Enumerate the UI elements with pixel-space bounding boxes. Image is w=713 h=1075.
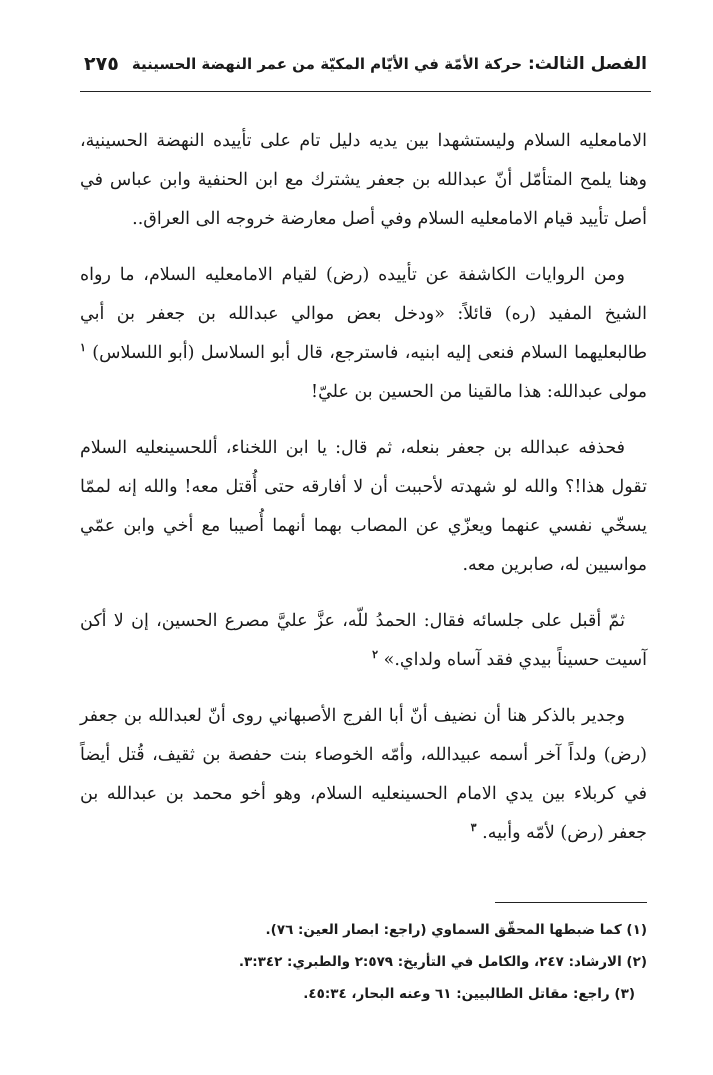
footnotes bbox=[80, 914, 647, 1010]
paragraph-text: فحذفه عبدالله بن جعفر بنعله، ثم قال: يا ابن اللخناء، أللحسينعليه السلام تقول هذا!؟ والله لو شهدته لأحببت أن لا أفارقه حتى أُقتل معه! والله إنه لممّا يسخّي نفسي عنهما ويعزّي عن المصاب بهما أنهما أُصيبا مع أخي وابن عمّي مواسيين له، صابرين معه. bbox=[80, 438, 647, 575]
main-text bbox=[80, 122, 647, 870]
paragraph bbox=[80, 602, 647, 680]
paragraph bbox=[80, 122, 647, 239]
running-header bbox=[84, 44, 647, 84]
paragraph-text: مولى عبدالله: هذا مالقينا من الحسين بن عليّ! bbox=[311, 382, 647, 402]
header-divider bbox=[80, 91, 651, 92]
footnote: (٢) الارشاد: ٢٤٧، والكامل في التأريخ: ٢:٥٧٩ والطبري: ٣:٣٤٢. bbox=[238, 954, 647, 970]
footnote-ref[interactable]: ٣ bbox=[470, 821, 477, 835]
page-number: ٢٧٥ bbox=[84, 53, 119, 75]
paragraph-text: ثمّ أقبل على جلسائه فقال: الحمدُ للّه، عزَّ عليَّ مصرع الحسين، إن لا أكن آسيت حسيناً بيدي فقد آساه ولداي.» bbox=[80, 611, 647, 670]
paragraph bbox=[80, 256, 647, 412]
chapter-subtitle: حركة الأمّة في الأيّام المكيّة من عمر النهضة الحسينية bbox=[131, 55, 523, 73]
paragraph bbox=[80, 429, 647, 585]
footnote: (١) كما ضبطها المحقّق السماوي (راجع: ابصار العين: ٧٦). bbox=[265, 922, 647, 938]
chapter-title bbox=[132, 54, 647, 74]
footnote-ref[interactable]: ٢ bbox=[372, 648, 379, 662]
paragraph bbox=[80, 697, 647, 853]
footnote-divider bbox=[495, 902, 647, 903]
chapter-label: الفصل الثالث: bbox=[528, 54, 647, 74]
paragraph-text: وجدير بالذكر هنا أن نضيف أنّ أبا الفرج الأصبهاني روى أنّ لعبدالله بن جعفر (رض) ولداً آخر أسمه عبيدالله، وأمّه الخوصاء بنت حفصة بن ثقيف، قُتل أيضاً في كربلاء بين يدي الامام الحسينعليه السلام، وهو أخو محمد بن عبدالله بن جعفر (رض) لأمّه وأبيه. bbox=[80, 706, 647, 843]
paragraph-text: الامامعليه السلام وليستشهدا بين يديه دليل تام على تأييده النهضة الحسينية، وهنا يلمح المتأمّل أنّ عبدالله بن جعفر يشترك مع ابن الحنفية وابن عباس في أصل تأييد قيام الامامعليه السلام وفي أصل معارضة خروجه الى العراق.. bbox=[80, 131, 647, 229]
footnote: (٣) راجع: مقاتل الطالبيين: ٦١ وعنه البحار، ٤٥:٣٤. bbox=[303, 986, 635, 1002]
footnote-ref[interactable]: ١ bbox=[80, 341, 86, 355]
paragraph-text: ومن الروايات الكاشفة عن تأييده (رض) لقيام الامامعليه السلام، ما رواه الشيخ المفيد (ره) قائلاً: «ودخل بعض موالي عبدالله بن جعفر بن أبي طالبعليهما السلام فنعى إليه ابنيه، فاسترجع، قال أبو السلاسل (أبو اللسلاس) bbox=[80, 265, 647, 363]
